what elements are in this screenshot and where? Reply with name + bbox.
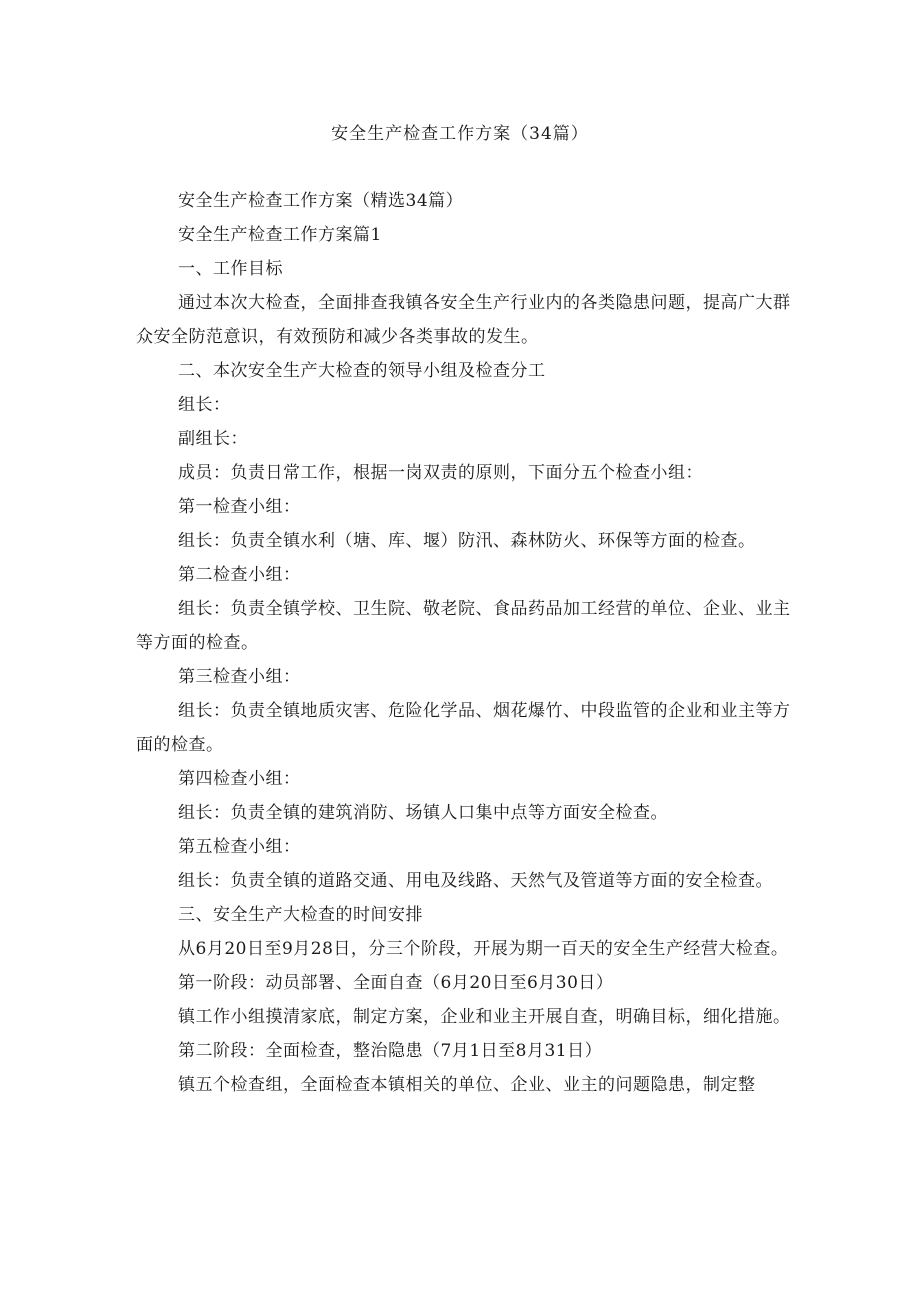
paragraph: 第二检查小组： <box>178 565 301 585</box>
paragraph: 第二阶段：全面检查，整治隐患（7月1日至8月31日） <box>178 1041 603 1061</box>
paragraph: 第一检查小组： <box>178 497 301 517</box>
paragraph: 第一阶段：动员部署、全面自查（6月20日至6月30日） <box>178 973 614 993</box>
section-heading: 一、工作目标 <box>178 259 283 279</box>
paragraph: 组长：负责全镇学校、卫生院、敬老院、食品药品加工经营的单位、企业、业主等方面的检查。 <box>136 599 791 653</box>
paragraph: 镇工作小组摸清家底，制定方案，企业和业主开展自查，明确目标，细化措施。 <box>178 1007 791 1027</box>
paragraph: 第三检查小组： <box>178 667 301 687</box>
paragraph: 组长：负责全镇的建筑消防、场镇人口集中点等方面安全检查。 <box>178 803 668 823</box>
paragraph: 成员：负责日常工作，根据一岗双责的原则，下面分五个检查小组： <box>178 463 703 483</box>
paragraph: 组长：负责全镇水利（塘、库、堰）防汛、森林防火、环保等方面的检查。 <box>178 531 756 551</box>
paragraph: 安全生产检查工作方案（精选34篇） <box>178 191 464 211</box>
paragraph: 副组长： <box>178 429 248 449</box>
paragraph: 安全生产检查工作方案篇1 <box>178 225 382 245</box>
paragraph: 第五检查小组： <box>178 837 301 857</box>
paragraph: 通过本次大检查，全面排查我镇各安全生产行业内的各类隐患问题，提高广大群众安全防范意识，有效预防和减少各类事故的发生。 <box>136 293 791 347</box>
document-body <box>136 184 796 1102</box>
paragraph: 第四检查小组： <box>178 769 301 789</box>
paragraph: 从6月20日至9月28日，分三个阶段，开展为期一百天的安全生产经营大检查。 <box>178 939 789 959</box>
paragraph: 镇五个检查组，全面检查本镇相关的单位、企业、业主的问题隐患，制定整 <box>178 1075 756 1095</box>
paragraph: 组长：负责全镇的道路交通、用电及线路、天然气及管道等方面的安全检查。 <box>178 871 773 891</box>
paragraph: 组长：负责全镇地质灾害、危险化学品、烟花爆竹、中段监管的企业和业主等方面的检查。 <box>136 701 791 755</box>
document-title: 安全生产检查工作方案（34篇） <box>331 124 589 144</box>
section-heading: 三、安全生产大检查的时间安排 <box>178 905 423 925</box>
paragraph: 组长： <box>178 395 231 415</box>
section-heading: 二、本次安全生产大检查的领导小组及检查分工 <box>178 361 546 381</box>
